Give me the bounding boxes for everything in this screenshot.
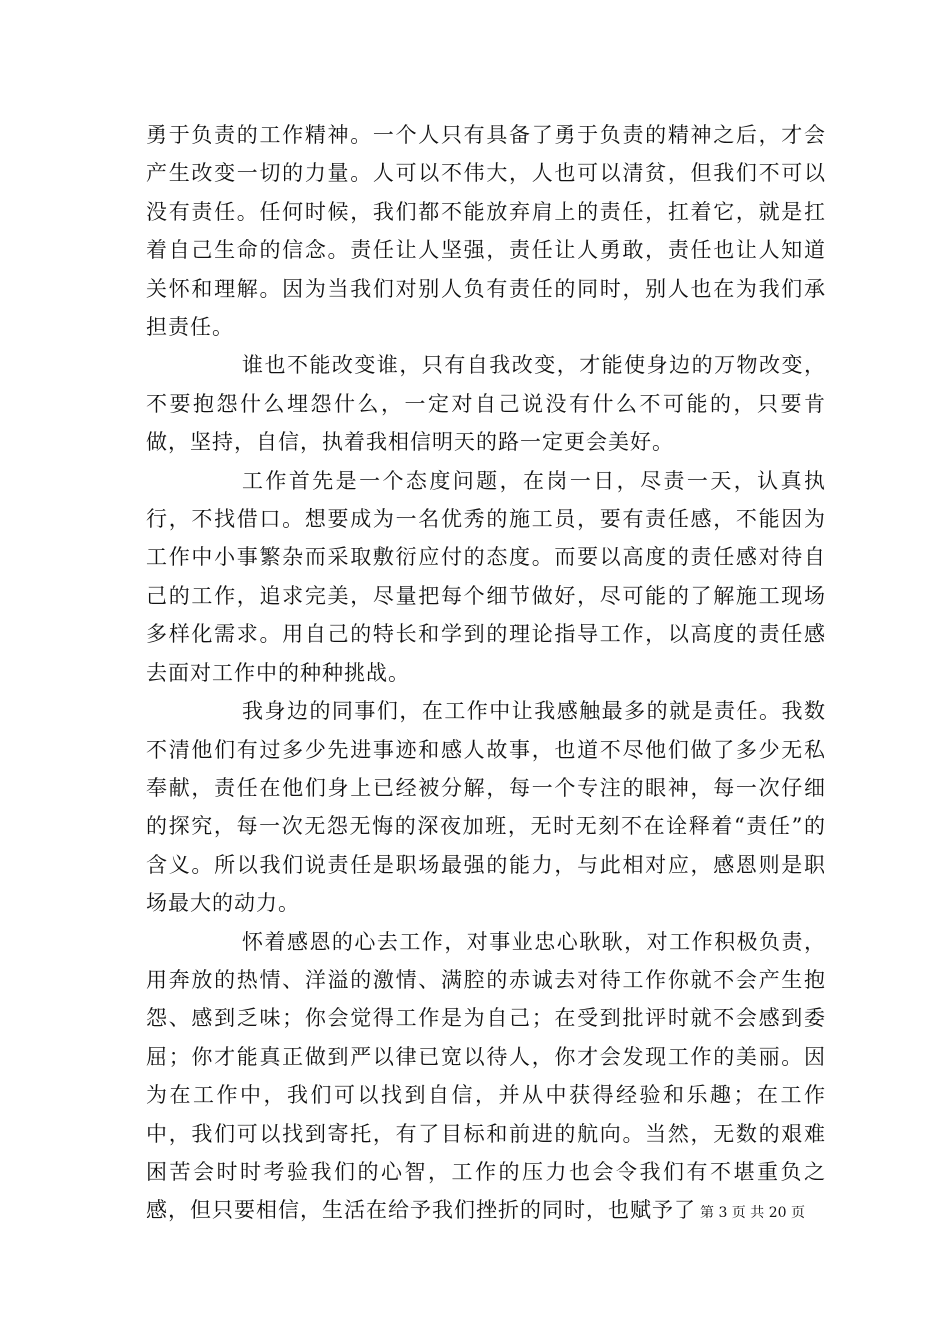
document-body: [146, 116, 826, 1230]
page-number-footer: 第 3 页 共 20 页: [700, 1205, 805, 1221]
paragraph-3: 工作首先是一个态度问题，在岗一日，尽责一天，认真执行，不找借口。想要成为一名优秀的施工员，要有责任感，不能因为工作中小事繁杂而采取敷衍应付的态度。而要以高度的责任感对待自己的工作，追求完美，尽量把每个细节做好，尽可能的了解施工现场多样化需求。用自己的特长和学到的理论指导工作，以高度的责任感去面对工作中的种种挑战。: [146, 468, 826, 685]
paragraph-2: 谁也不能改变谁，只有自我改变，才能使身边的万物改变，不要抱怨什么埋怨什么，一定对自己说没有什么不可能的，只要肯做，坚持，自信，执着我相信明天的路一定更会美好。: [146, 353, 826, 455]
paragraph-1: 勇于负责的工作精神。一个人只有具备了勇于负责的精神之后，才会产生改变一切的力量。人可以不伟大，人也可以清贫，但我们不可以没有责任。任何时候，我们都不能放弃肩上的责任，扛着它，就是扛着自己生命的信念。责任让人坚强，责任让人勇敢，责任也让人知道关怀和理解。因为当我们对别人负有责任的同时，别人也在为我们承担责任。: [146, 123, 826, 340]
paragraph-4: 我身边的同事们，在工作中让我感触最多的就是责任。我数不清他们有过多少先进事迹和感人故事，也道不尽他们做了多少无私奉献，责任在他们身上已经被分解，每一个专注的眼神，每一次仔细的探究，每一次无怨无悔的深夜加班，无时无刻不在诠释着“责任”的含义。所以我们说责任是职场最强的能力，与此相对应，感恩则是职场最大的动力。: [146, 699, 826, 916]
paragraph-5: 怀着感恩的心去工作，对事业忠心耿耿，对工作积极负责，用奔放的热情、洋溢的激情、满腔的赤诚去对待工作你就不会产生抱怨、感到乏味；你会觉得工作是为自己；在受到批评时就不会感到委屈；你才能真正做到严以律已宽以待人，你才会发现工作的美丽。因为在工作中，我们可以找到自信，并从中获得经验和乐趣；在工作中，我们可以找到寄托，有了目标和前进的航向。当然，无数的艰难困苦会时时考验我们的心智，工作的压力也会令我们有不堪重负之感，但只要相信，生活在给予我们挫折的同时，也赋予了: [146, 929, 826, 1223]
